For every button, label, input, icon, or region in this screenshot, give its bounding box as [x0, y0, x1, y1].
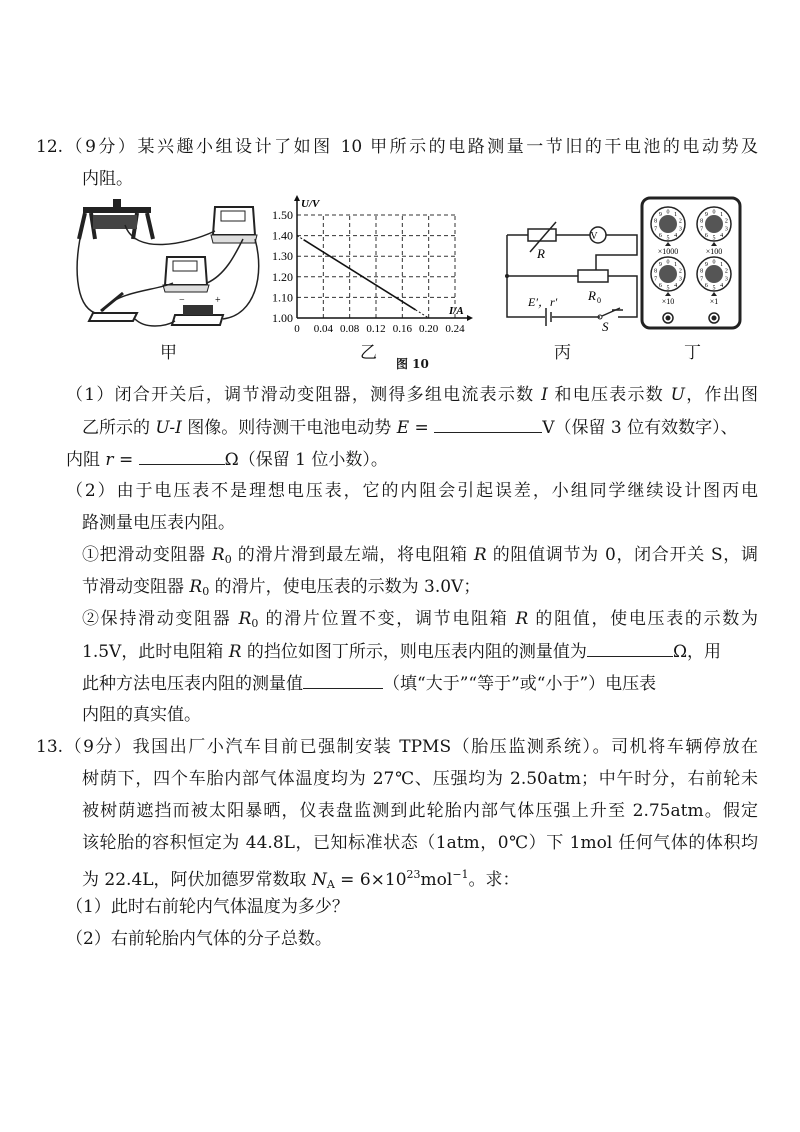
y-tick-label: 1.30	[272, 249, 293, 264]
x-tick-label: 0	[294, 323, 300, 335]
x-tick-label: 0.04	[313, 323, 333, 335]
dial-digit: 0	[712, 259, 716, 266]
q12-step1-line-2: 节滑动变阻器 $R_0$ 的滑片，使电压表的示数为 3.0V；	[82, 577, 481, 598]
dial-multiplier-label: ×1	[709, 297, 719, 306]
q12-step2-line-2: 1.5V，此时电阻箱 R 的挡位如图丁所示，则电压表内阻的测量值为 Ω，用	[82, 642, 722, 662]
dial-digit: 0	[666, 209, 670, 216]
switch-symbol	[602, 308, 620, 316]
label-R: R	[537, 246, 545, 261]
dial-digit: 0	[712, 209, 716, 216]
q12-line-2: 内阻。	[82, 169, 133, 189]
svg-text:+: +	[215, 295, 221, 306]
label-jia: 甲	[160, 343, 177, 363]
answer-blank-emf[interactable]	[434, 416, 542, 433]
dial-multiplier-label: ×10	[661, 297, 675, 306]
label-R0-sub: 0	[597, 296, 601, 305]
q13-line-4: 该轮胎的容积恒定为 44.8L，已知标准状态（1atm，0℃）下 1mol 任何气体的体积均	[82, 833, 758, 853]
svg-text:−: −	[179, 295, 185, 306]
dial-digit: 3	[724, 276, 728, 283]
dial-digit: 6	[658, 283, 662, 290]
q13-line-5: 为 22.4L，阿伏加德罗常数取 $N_A = 6\times 10^{23}mol^{-1}$。求：	[82, 868, 520, 891]
dial-digit: 6	[704, 283, 708, 290]
dial-knob-icon	[659, 215, 677, 233]
dial-digit: 6	[704, 233, 708, 240]
label-E-r: E′，r′	[528, 295, 558, 309]
x-tick-label: 0.20	[419, 323, 439, 335]
q12-step2-line-4: 内阻的真实值。	[82, 705, 201, 725]
rheostat-symbol	[578, 270, 608, 282]
dial-digit: 5	[712, 235, 716, 242]
dial-digit: 2	[724, 218, 728, 225]
dial-digit: 0	[666, 259, 670, 266]
y-tick-label: 1.20	[272, 269, 293, 284]
y-tick-label: 1.00	[272, 311, 293, 325]
label-bing: 丙	[554, 343, 571, 363]
q12-p2-line-1: （2）由于电压表不是理想电压表，它的内阻会引起误差，小组同学继续设计图丙电	[66, 481, 758, 501]
label-V: V	[590, 231, 598, 242]
y-tick-label: 1.40	[272, 228, 293, 243]
dial-digit: 3	[678, 276, 682, 283]
dial-digit: 4	[720, 233, 724, 240]
dial-digit: 8	[700, 218, 704, 225]
x-tick-label: 0.08	[340, 323, 360, 335]
dial-digit: 8	[654, 268, 658, 275]
q13-sub-question-1: （1）此时右前轮内气体温度为多少？	[66, 897, 349, 917]
dial-multiplier-label: ×100	[705, 247, 723, 256]
dial-digit: 9	[658, 261, 662, 268]
battery-symbol	[546, 308, 551, 326]
figure-jia-apparatus	[75, 195, 260, 330]
switch-icon	[89, 293, 137, 321]
x-axis-arrow	[467, 315, 473, 321]
y-axis-label: U/V	[301, 198, 320, 210]
ammeter-icon	[211, 207, 257, 243]
dial-digit: 4	[720, 283, 724, 290]
figure-yi-ui-chart	[258, 192, 483, 337]
q12-p1-line-2: 乙所示的 U-I 图像。则待测干电池电动势 E = V（保留 3 位有效数字）、	[82, 418, 738, 438]
series-line	[304, 240, 416, 310]
dial-digit: 3	[724, 226, 728, 233]
series-line-extrapolated	[297, 236, 304, 240]
dial-digit: 9	[704, 211, 708, 218]
battery-icon	[172, 295, 223, 325]
dial-digit: 7	[700, 226, 704, 233]
dial-digit: 3	[678, 226, 682, 233]
dial-knob-icon	[659, 265, 677, 283]
y-tick-label: 1.50	[272, 208, 293, 222]
dial-digit: 6	[658, 233, 662, 240]
dial-digit: 7	[700, 276, 704, 283]
answer-blank-comparison[interactable]	[303, 672, 383, 689]
dial-digit: 5	[666, 285, 670, 292]
dial-digit: 2	[724, 268, 728, 275]
figure-ding-resistance-box	[640, 196, 742, 331]
dial-multiplier-label: ×1000	[657, 247, 679, 256]
x-tick-label: 0.16	[392, 323, 412, 335]
dial-digit: 7	[654, 276, 658, 283]
q12-p1-line-1: （1）闭合开关后，调节滑动变阻器，测得多组电流表示数 I 和电压表示数 U，作出图	[66, 385, 759, 405]
q13-sub-question-2: （2）右前轮胎内气体的分子总数。	[66, 929, 332, 949]
dial-knob-icon	[705, 265, 723, 283]
terminal-center	[666, 316, 671, 321]
x-tick-label: 0.12	[366, 323, 386, 335]
dial-digit: 9	[704, 261, 708, 268]
terminal-center	[712, 316, 717, 321]
dial-digit: 1	[674, 211, 678, 218]
series-line-extrapolated	[416, 310, 429, 318]
voltmeter-icon	[163, 257, 209, 292]
answer-blank-internal-resistance[interactable]	[139, 448, 225, 465]
dial-digit: 1	[720, 211, 724, 218]
q13-line-2: 树荫下，四个车胎内部气体温度均为 27℃、压强均为 2.50atm；中午时分，右前轮未	[82, 769, 758, 789]
dial-digit: 9	[658, 211, 662, 218]
label-yi: 乙	[360, 343, 377, 363]
dial-digit: 8	[654, 218, 658, 225]
dial-digit: 7	[654, 226, 658, 233]
y-axis-arrow	[294, 195, 300, 201]
dial-digit: 4	[674, 233, 678, 240]
dial-knob-icon	[705, 215, 723, 233]
label-ding: 丁	[684, 343, 701, 363]
x-tick-label: 0.24	[445, 323, 465, 335]
dial-digit: 2	[678, 268, 682, 275]
figure-caption: 图 10	[396, 357, 429, 371]
dial-digit: 4	[674, 283, 678, 290]
q12-step2-line-1: ②保持滑动变阻器 $R_0$ 的滑片位置不变，调节电阻箱 R 的阻值，使电压表的示数为	[82, 609, 758, 630]
x-axis-label: I/A	[449, 305, 464, 317]
dial-digit: 1	[720, 261, 724, 268]
dial-digit: 5	[666, 235, 670, 242]
dial-digit: 2	[678, 218, 682, 225]
answer-blank-measured-resistance[interactable]	[587, 640, 673, 657]
rheostat-icon	[79, 199, 153, 239]
q12-line-1: 12.（9分）某兴趣小组设计了如图 10 甲所示的电路测量一节旧的干电池的电动势及	[36, 137, 758, 157]
dial-digit: 1	[674, 261, 678, 268]
q12-p1-line-3: 内阻 r = Ω（保留 1 位小数）。	[66, 450, 388, 470]
label-S: S	[602, 319, 609, 334]
q12-p2-line-2: 路测量电压表内阻。	[82, 513, 235, 533]
y-tick-label: 1.10	[272, 290, 293, 305]
dial-digit: 5	[712, 285, 716, 292]
dial-digit: 8	[700, 268, 704, 275]
figure-bing-circuit	[490, 210, 635, 334]
label-R0: R	[588, 288, 596, 303]
q13-line-3: 被树荫遮挡而被太阳暴晒，仪表盘监测到此轮胎内部气体压强上升至 2.75atm。假定	[82, 801, 758, 821]
q13-line-1: 13.（9分）我国出厂小汽车目前已强制安装 TPMS（胎压监测系统）。司机将车辆停放在	[36, 737, 758, 757]
q12-step1-line-1: ①把滑动变阻器 $R_0$ 的滑片滑到最左端，将电阻箱 R 的阻值调节为 0，闭合开关 S，调	[82, 545, 758, 566]
q12-step2-line-3: 此种方法电压表内阻的测量值 （填“大于”“等于”或“小于”）电压表	[82, 674, 657, 694]
